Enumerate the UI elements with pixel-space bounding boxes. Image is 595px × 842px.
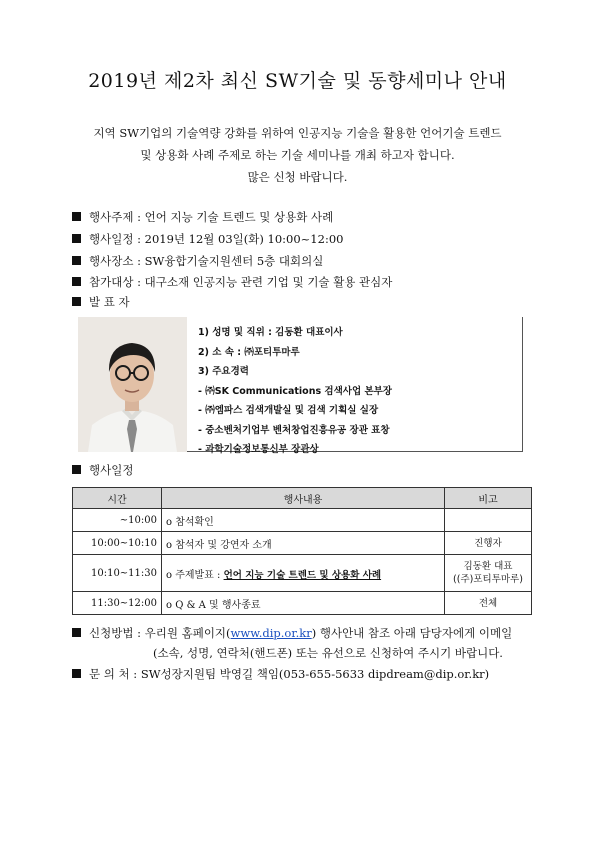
page-title: 2019년 제2차 최신 SW기술 및 동향세미나 안내 bbox=[88, 70, 507, 92]
intro-line: 및 상용화 사례 주제로 하는 기술 세미나를 개최 하고자 합니다. bbox=[140, 148, 455, 162]
time-cell: 10:10~11:30 bbox=[73, 555, 162, 592]
time-cell: 10:00~10:10 bbox=[73, 532, 162, 555]
speaker-box bbox=[78, 317, 523, 455]
intro-line: 많은 신청 바랍니다. bbox=[247, 170, 348, 184]
table-row bbox=[73, 555, 532, 592]
note-cell bbox=[445, 509, 532, 532]
square-bullet-icon bbox=[72, 212, 81, 221]
time-cell: ~10:00 bbox=[73, 509, 162, 532]
note-cell: 진행자 bbox=[445, 532, 532, 555]
schedule-table bbox=[72, 487, 532, 615]
square-bullet-icon bbox=[72, 297, 81, 306]
table-header-row bbox=[73, 488, 532, 509]
info-theme: 행사주제 : 언어 지능 기술 트렌드 및 상용화 사례 bbox=[72, 209, 333, 225]
homepage-link[interactable]: www.dip.or.kr bbox=[230, 626, 312, 640]
square-bullet-icon bbox=[72, 465, 81, 474]
column-header: 행사내용 bbox=[162, 488, 445, 509]
content-cell: o Q & A 및 행사종료 bbox=[162, 592, 445, 615]
table-row bbox=[73, 509, 532, 532]
speaker-line: - ㈜SK Communications 검색사업 본부장 bbox=[198, 385, 392, 397]
square-bullet-icon bbox=[72, 234, 81, 243]
intro-line: 지역 SW기업의 기술역량 강화를 위하여 인공지능 기술을 활용한 언어기술 트렌드 bbox=[93, 126, 502, 140]
info-audience: 참가대상 : 대구소재 인공지능 관련 기업 및 기술 활용 관심자 bbox=[72, 274, 392, 290]
table-row bbox=[73, 592, 532, 615]
content-cell: o 참석자 및 강연자 소개 bbox=[162, 532, 445, 555]
speaker-line: 3) 주요경력 bbox=[198, 366, 249, 377]
info-date: 행사일정 : 2019년 12월 03일(화) 10:00~12:00 bbox=[72, 231, 343, 247]
table-row bbox=[73, 532, 532, 555]
note-cell: 전체 bbox=[445, 592, 532, 615]
speaker-line: 2) 소 속 : ㈜포티투마루 bbox=[198, 346, 300, 358]
time-cell: 11:30~12:00 bbox=[73, 592, 162, 615]
speaker-line: - 과학기술정보통신부 장관상 bbox=[198, 444, 319, 455]
topic-title: 언어 지능 기술 트렌드 및 상용화 사례 bbox=[223, 569, 382, 581]
speaker-line: - 중소벤처기업부 벤처창업진흥유공 장관 표창 bbox=[198, 424, 390, 436]
square-bullet-icon bbox=[72, 669, 81, 678]
square-bullet-icon bbox=[72, 277, 81, 286]
apply-method-line2: (소속, 성명, 연락처(핸드폰) 또는 유선으로 신청하여 주시기 바랍니다. bbox=[153, 646, 503, 660]
speaker-photo bbox=[78, 317, 187, 452]
contact-info: 문 의 처 : SW성장지원팀 박영길 책임(053-655-5633 dipdream@dip.or.kr) bbox=[72, 666, 489, 682]
speaker-heading: 발 표 자 bbox=[72, 294, 130, 310]
square-bullet-icon bbox=[72, 256, 81, 265]
content-cell: o 주제발표 : 언어 지능 기술 트렌드 및 상용화 사례 bbox=[162, 555, 445, 592]
speaker-line: - ㈜엠파스 검색개발실 및 검색 기획실 실장 bbox=[198, 405, 379, 416]
note-cell: 김동환 대표 ((주)포티투마루) bbox=[445, 555, 532, 592]
info-venue: 행사장소 : SW융합기술지원센터 5층 대회의실 bbox=[72, 253, 323, 269]
schedule-heading: 행사일정 bbox=[72, 462, 133, 478]
column-header: 비고 bbox=[445, 488, 532, 509]
intro-paragraph bbox=[40, 122, 555, 188]
speaker-line: 1) 성명 및 직위 : 김동환 대표이사 bbox=[198, 327, 343, 338]
content-cell: o 참석확인 bbox=[162, 509, 445, 532]
apply-method: 신청방법 : 우리원 홈페이지(www.dip.or.kr) 행사안내 참조 아래 담당자에게 이메일 bbox=[72, 625, 512, 641]
speaker-details bbox=[198, 323, 392, 460]
square-bullet-icon bbox=[72, 628, 81, 637]
column-header: 시간 bbox=[73, 488, 162, 509]
